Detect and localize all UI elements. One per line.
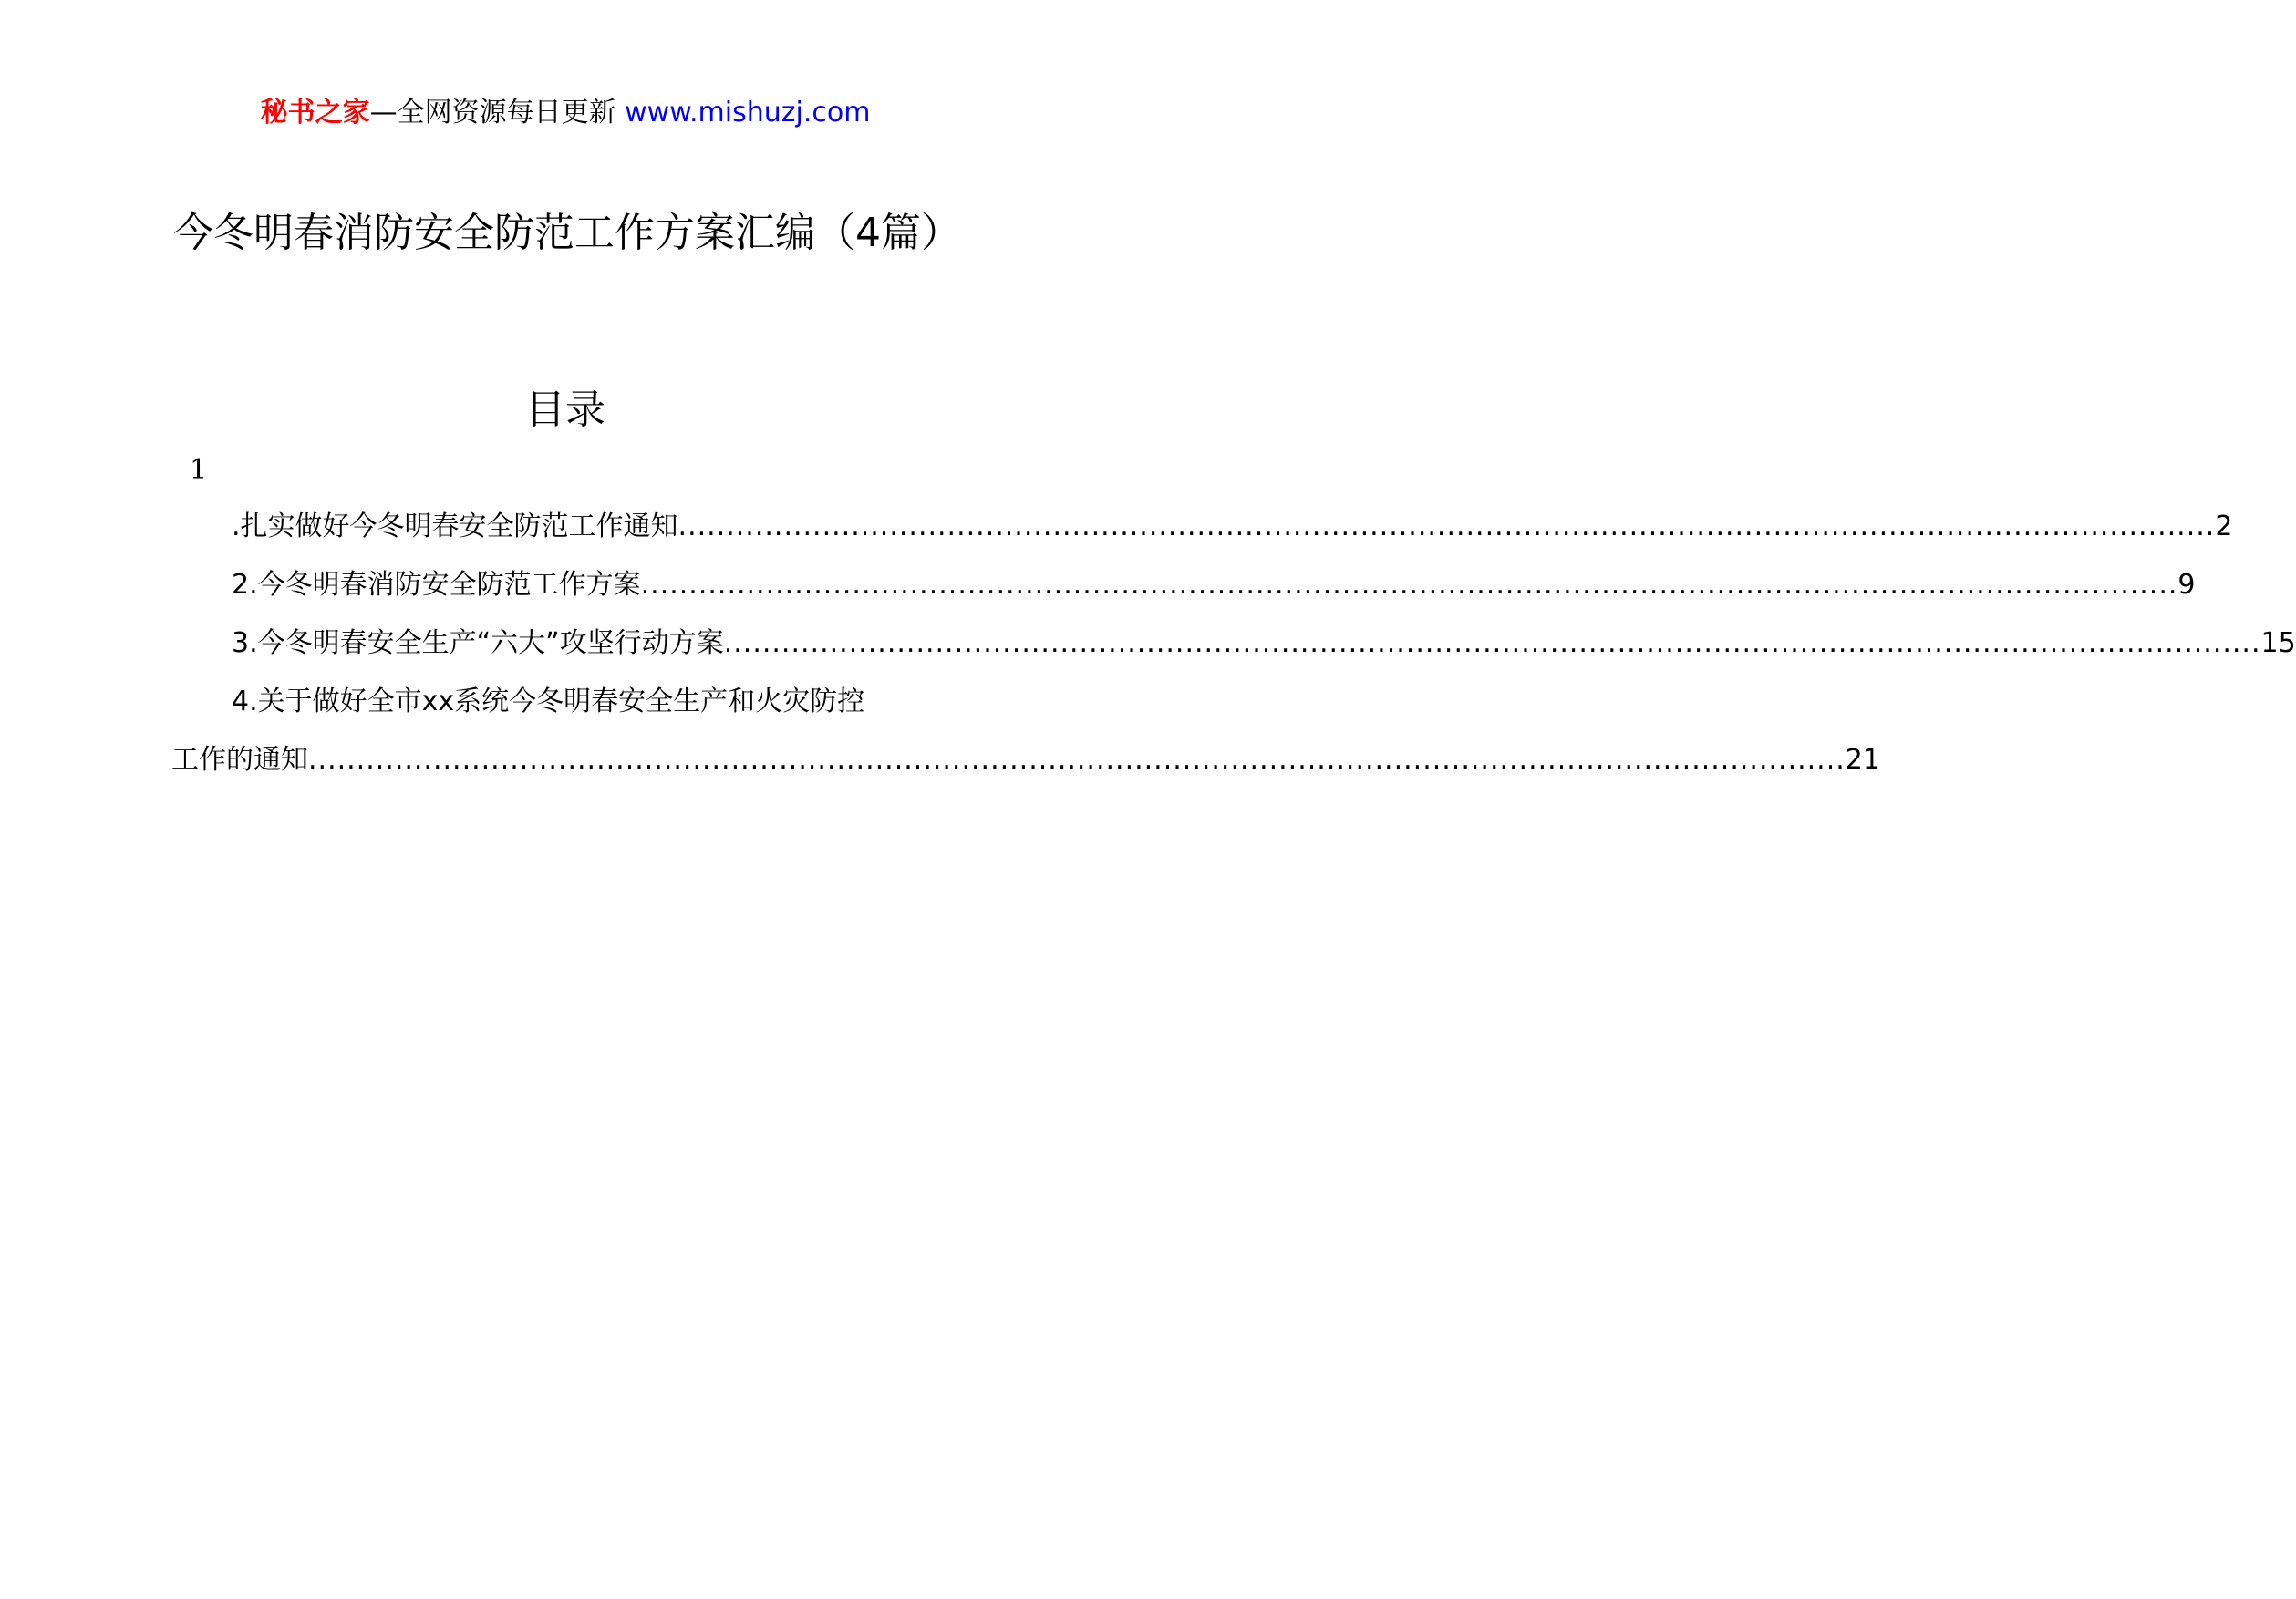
toc-dot-leader: ................................................................................................................................................................	[723, 627, 2261, 659]
toc-entry-label: 2.今冬明春消防安全防范工作方案	[232, 569, 641, 601]
toc-entry-label: 4.关于做好全市xx系统今冬明春安全生产和火灾防控	[232, 686, 865, 717]
toc-heading: 目录	[525, 387, 605, 433]
document-title: 今冬明春消防安全防范工作方案汇编（4篇）	[173, 210, 961, 256]
toc-entry-1[interactable]	[232, 507, 2233, 547]
site-slogan: —全网资源每日更新	[369, 97, 626, 129]
toc-entry-3[interactable]	[232, 624, 2296, 664]
toc-dot-leader: ................................................................................................................................................................	[640, 569, 2178, 601]
stray-number: 1	[190, 454, 208, 486]
toc-page-number: 9	[2177, 569, 2196, 601]
toc-dot-leader: ................................................................................................................................................................	[677, 511, 2216, 542]
toc-page-number: 2	[2215, 511, 2233, 542]
toc-entry-4-line1[interactable]	[232, 682, 970, 722]
toc-entry-2[interactable]	[232, 565, 2196, 605]
toc-entry-4-line2[interactable]	[171, 740, 1880, 780]
toc-page-number: 21	[1845, 744, 1880, 776]
toc-dot-leader: ................................................................................................................................................................	[308, 744, 1846, 776]
toc-entry-label: 3.今冬明春安全生产“六大”攻坚行动方案	[232, 627, 724, 659]
toc-page-number: 15	[2260, 627, 2296, 659]
brand-name: 秘书之家	[260, 97, 370, 129]
toc-entry-label: .扎实做好今冬明春安全防范工作通知	[232, 511, 678, 542]
site-header	[0, 93, 1131, 133]
toc-entry-label-continued: 工作的通知	[171, 744, 308, 776]
site-url-link[interactable]: www.mishuzj.com	[625, 97, 871, 129]
